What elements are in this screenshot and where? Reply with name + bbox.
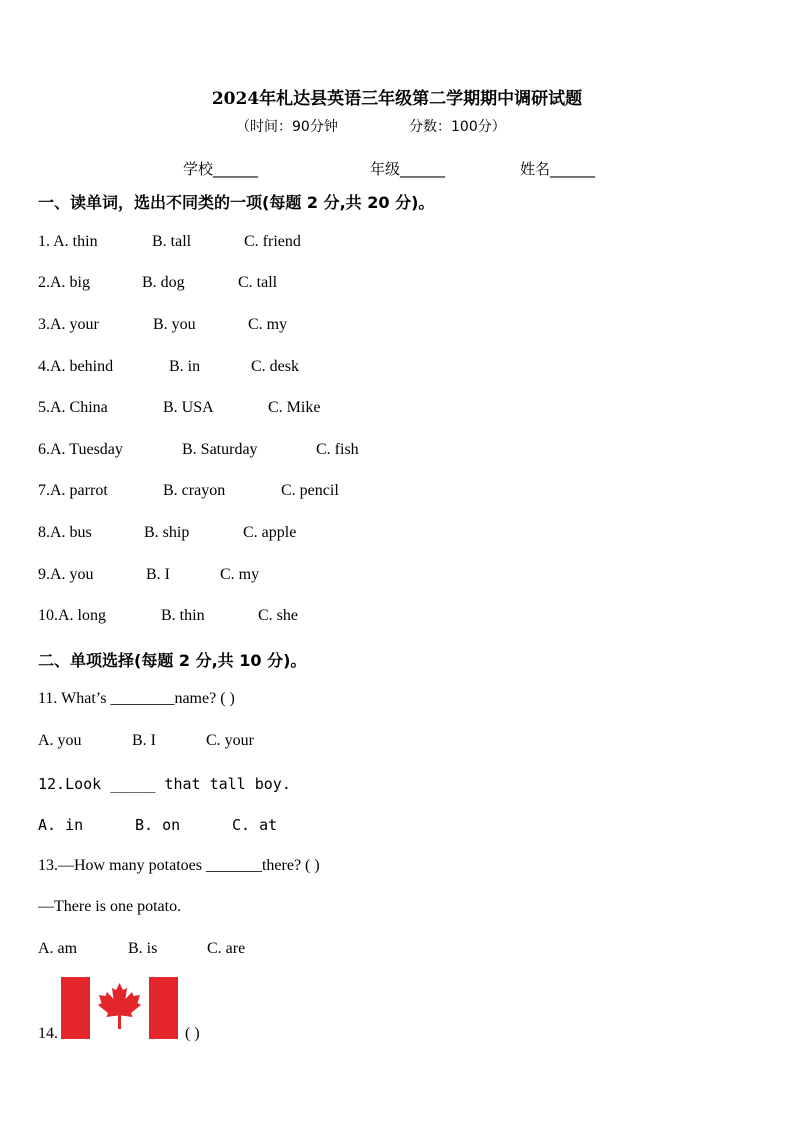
q13-b: B. is	[128, 940, 158, 957]
q5-c: C. Mike	[268, 399, 321, 416]
q7-c: C. pencil	[281, 482, 339, 499]
q4-c: C. desk	[251, 358, 299, 375]
q3-c: C. my	[248, 316, 288, 333]
q12-c: C. at	[232, 816, 278, 834]
q12-b: B. on	[135, 816, 181, 834]
q3-a: 3.A. your	[38, 316, 99, 333]
q4-a: 4.A. behind	[38, 358, 114, 375]
question-11: 11. What’s ________name? ( )	[38, 690, 235, 707]
q6-b: B. Saturday	[182, 441, 258, 458]
question-14-paren: ( )	[185, 1025, 200, 1042]
question-14-number: 14.	[38, 1025, 58, 1042]
q9-b: B. I	[146, 566, 170, 583]
question-12: 12.Look _____ that tall boy.	[38, 775, 291, 793]
q13-c: C. are	[207, 940, 246, 957]
exam-subtitle: （时间：90分钟 分数：100分）	[236, 119, 506, 135]
q3-b: B. you	[153, 316, 196, 333]
q12-a: A. in	[38, 816, 84, 834]
canada-flag-image	[61, 977, 178, 1039]
section2-heading: 二、单项选择(每题 2 分,共 10 分)。	[38, 651, 307, 670]
q11-c: C. your	[206, 732, 254, 749]
q2-a: 2.A. big	[38, 274, 90, 291]
q1-a: 1. A. thin	[38, 233, 98, 250]
q10-b: B. thin	[161, 607, 205, 624]
q5-b: B. USA	[163, 399, 214, 416]
school-field: 学校______	[183, 160, 259, 178]
q10-c: C. she	[258, 607, 298, 624]
name-field: 姓名______	[520, 160, 596, 178]
q1-c: C. friend	[244, 233, 301, 250]
q9-a: 9.A. you	[38, 566, 94, 583]
question-13-answer: —There is one potato.	[38, 898, 182, 915]
q8-c: C. apple	[243, 524, 297, 541]
q2-c: C. tall	[238, 274, 278, 291]
exam-title: 2024年札达县英语三年级第二学期期中调研试题	[211, 89, 583, 109]
q13-a: A. am	[38, 940, 78, 957]
q7-b: B. crayon	[163, 482, 226, 499]
section1-heading: 一、读单词，选出不同类的一项(每题 2 分,共 20 分)。	[38, 193, 435, 212]
q2-b: B. dog	[142, 274, 185, 291]
q4-b: B. in	[169, 358, 201, 375]
q11-b: B. I	[132, 732, 156, 749]
q11-a: A. you	[38, 732, 82, 749]
q5-a: 5.A. China	[38, 399, 108, 416]
q8-b: B. ship	[144, 524, 190, 541]
q6-c: C. fish	[316, 441, 359, 458]
q6-a: 6.A. Tuesday	[38, 441, 123, 458]
flag-left-band	[61, 977, 90, 1039]
grade-field: 年级______	[370, 160, 446, 178]
q7-a: 7.A. parrot	[38, 482, 108, 499]
q1-b: B. tall	[152, 233, 192, 250]
flag-right-band	[149, 977, 178, 1039]
q9-c: C. my	[220, 566, 260, 583]
q10-a: 10.A. long	[38, 607, 106, 624]
question-13: 13.—How many potatoes _______there? ( )	[38, 857, 320, 874]
q8-a: 8.A. bus	[38, 524, 92, 541]
